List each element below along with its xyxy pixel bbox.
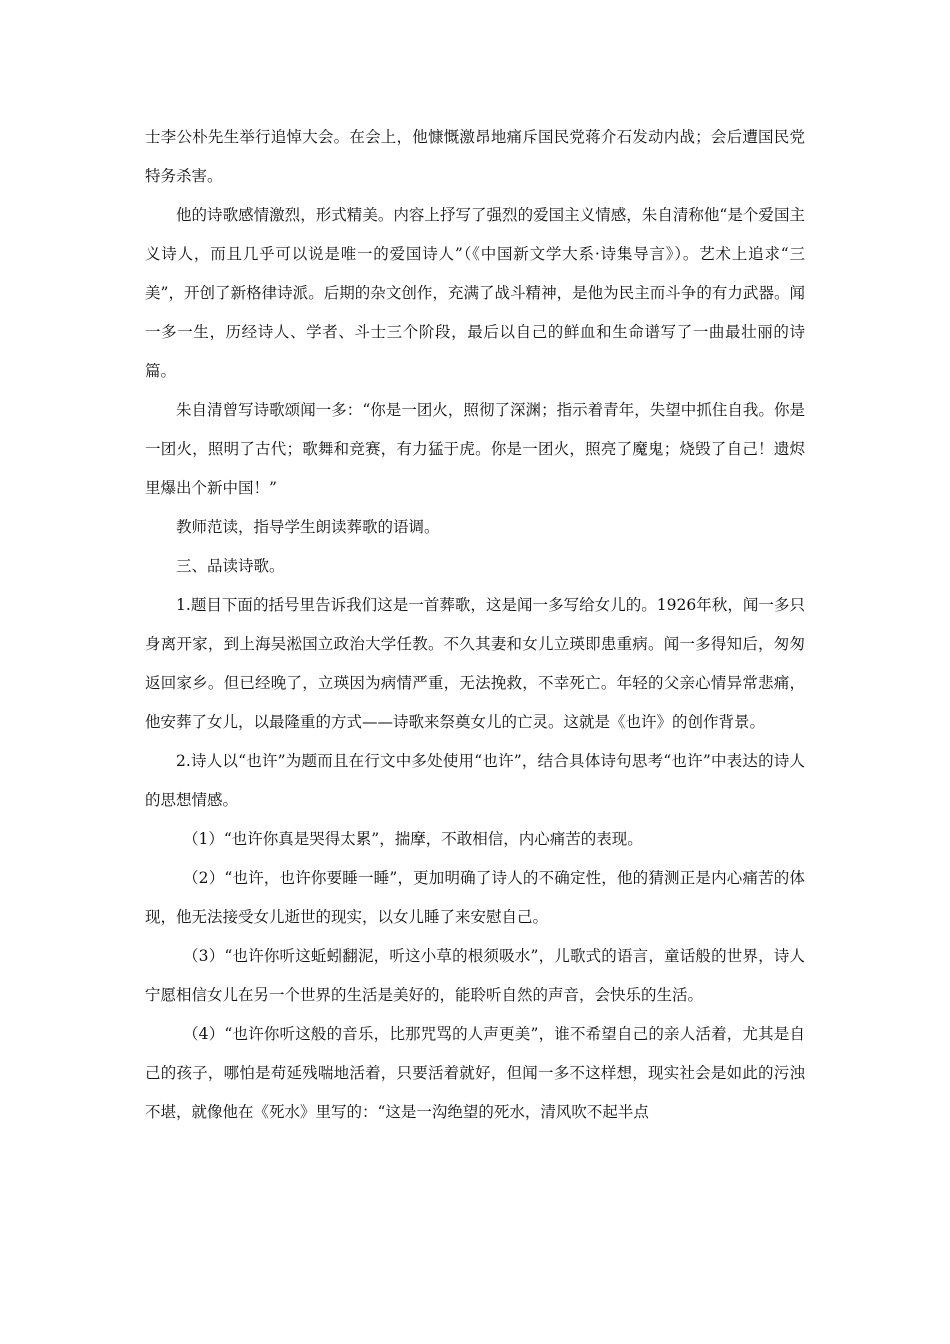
list-item: （4）“也许你听这般的音乐，比那咒骂的人声更美”，谁不希望自己的亲人活着，尤其是自己的孩子，哪怕是苟延残喘地活着，只要活着就好，但闻一多不这样想，现实社会是如此的污浊不堪，就像他在《死水》里写的：“这是一沟绝望的死水，清风吹不起半点 xyxy=(145,1025,805,1121)
list-item: （3）“也许你听这蚯蚓翻泥，听这小草的根须吸水”，儿歌式的语言，童话般的世界，诗人宁愿相信女儿在另一个世界的生活是美好的，能聆听自然的声音，会快乐的生活。 xyxy=(145,947,805,1004)
paragraph-continued: 士李公朴先生举行追悼大会。在会上，他慷慨激昂地痛斥国民党蒋介石发动内战；会后遭国民党特务杀害。 xyxy=(145,128,805,185)
paragraph-question: 2.诗人以“也许”为题而且在行文中多处使用“也许”，结合具体诗句思考“也许”中表达的诗人的思想情感。 xyxy=(145,752,805,809)
document-body xyxy=(145,118,805,1132)
paragraph-teacher-reading: 教师范读，指导学生朗读葬歌的语调。 xyxy=(176,518,440,536)
paragraph-background: 1.题目下面的括号里告诉我们这是一首葬歌，这是闻一多写给女儿的。1926年秋，闻一多只身离开家，到上海吴淞国立政治大学任教。不久其妻和女儿立瑛即患重病。闻一多得知后，匆匆返回家乡。但已经晚了，立瑛因为病情严重，无法挽救，不幸死亡。年轻的父亲心情异常悲痛，他安葬了女儿，以最隆重的方式——诗歌来祭奠女儿的亡灵。这就是《也许》的创作背景。 xyxy=(145,596,805,731)
paragraph-zhu-ziqing-poem: 朱自清曾写诗歌颂闻一多：“你是一团火，照彻了深渊；指示着青年，失望中抓住自我。你是一团火，照明了古代；歌舞和竞赛，有力猛于虎。你是一团火，照亮了魔鬼；烧毁了自己！遗烬里爆出个新中国！” xyxy=(145,401,805,497)
paragraph-poetry-style: 他的诗歌感情激烈，形式精美。内容上抒写了强烈的爱国主义情感，朱自清称他“是个爱国主义诗人，而且几乎可以说是唯一的爱国诗人”（《中国新文学大系·诗集导言》）。艺术上追求“三美”，开创了新格律诗派。后期的杂文创作，充满了战斗精神，是他为民主而斗争的有力武器。闻一多一生，历经诗人、学者、斗士三个阶段，最后以自己的鲜血和生命谱写了一曲最壮丽的诗篇。 xyxy=(145,206,805,380)
section-heading: 三、品读诗歌。 xyxy=(176,557,285,575)
list-item: （1）“也许你真是哭得太累”，揣摩，不敢相信，内心痛苦的表现。 xyxy=(183,830,643,848)
list-item: （2）“也许，也许你要睡一睡”，更加明确了诗人的不确定性，他的猜测正是内心痛苦的体现，他无法接受女儿逝世的现实，以女儿睡了来安慰自己。 xyxy=(145,869,805,926)
